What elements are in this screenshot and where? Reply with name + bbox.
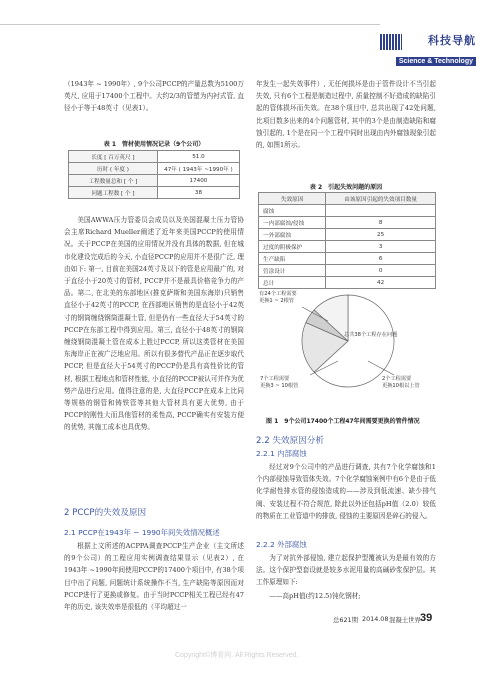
- section-heading-2-2-2: 2.2.2 外部腐蚀: [256, 540, 307, 549]
- pie-label-top-left: 有24个工程需要 更换1 ~ 2根管: [259, 291, 297, 304]
- brand-title: 科技导航: [428, 34, 476, 47]
- table1-caption: 表 1 管材使用情况记录（9个公司）: [103, 141, 205, 148]
- table-row: 一内部腐蚀/侵蚀 8: [259, 217, 436, 229]
- right-body-paragraph-2: 经过对9个公司中的产品进行调查, 共有7个化学腐蚀和1个内部侵蚀导致管体失效。7个化学腐蚀案例中有6个是由于低化学耐性排水管的侵蚀造成的——涉及到低流速、缺少排气阀、安装过程不符合规范, 除此以外还包括pH值（2.0）较低的物质在工业管道中的排放, 侵蚀的主要原因是碎石的侵入。: [256, 463, 436, 520]
- table-header-row: 失效原因 由该原因引起的失效项目数量: [259, 193, 436, 205]
- footer-date: 2014.08: [362, 615, 389, 623]
- left-body-paragraph-2: 根据上文所述的ACPPA调查PCCP生产企业（主文所述的9个公司）的工程应用实例调查结果显示（见表2）, 在1943年 ~1990年间使用PCCP的17400个项目中, 有38个项目中出了问题, 问题统计系统操作不当, 生产缺陷等原因而对PCCP进行了更换或修复。由于当时PCCP相关工程已经有47年的历史, 该失效率是很低的（平均超过一: [64, 542, 244, 612]
- table-row: 总计 42: [259, 277, 436, 289]
- page-number: 39: [420, 612, 433, 624]
- table-row: 腐蚀: [259, 205, 436, 217]
- brand-stripes-icon: [380, 34, 402, 50]
- table-row: 管涂设计 0: [259, 265, 436, 277]
- right-body-paragraph-4: ——高pH值(约12.5)钝化钢材;: [269, 592, 361, 600]
- brand-logo: [380, 32, 476, 67]
- footer-issue: 总621期: [333, 616, 358, 624]
- right-body-paragraph-1: 年发生一起失效事件）, 无任何损坏是由于管件设计不当引起失效, 只有6个工程是制造过程中, 质量控制不好造成的缺陷引起的管体损坏而失效。在38个项目中, 总共出现了42处问题, 比项目数多出来的4个问题管材, 其中的3个是由制造缺陷和腐蚀引起的, 1个是在同一个工程中同时出现由内外腐蚀现象引起的, 如图1所示。: [256, 80, 436, 150]
- table1: [68, 150, 240, 199]
- table-row: 问题工程数 [ 个 ] 38: [69, 187, 240, 199]
- table-row: 过度的阴极保护 3: [259, 241, 436, 253]
- section-heading-2-1: 2.1 PCCP在1943年 ~ 1990年间失效情况概述: [64, 528, 220, 537]
- footer-journal: 混凝土世界: [389, 616, 421, 624]
- section-heading-2: 2 PCCP的失效及原因: [64, 508, 147, 518]
- brand-subtitle: Science & Technology: [396, 57, 476, 66]
- table-row: 生产缺陷 6: [259, 253, 436, 265]
- left-body-paragraph-1: 美国AWWA压力管委员会成员以及美国混凝土压力管协会主席Richard Mueller阐述了近年来美国PCCP的使用情况。关于PCCP在美国的应用情况并没有具体的数据, 但在城市化建设完成后的今天, 小直径PCCP的应用并不是很广泛, 理由如下: 第一, 目前在美国24英寸及以下的管是应用最广的, 对于直径小于20英寸的管材, PCCP并不是最具价格竞争力的产品。第二, 在北美的东部地区(推克萨斯和美国东海岸)只销售直径小于42英寸的PCCP, 在西部地区销售的是直径小于42英寸的钢筒缠绕钢筒混凝土管, 但是仍有一些直径大于54英寸的PCCP在东部工程中得到应用。第三, 直径小于48英寸的钢筒缠绕钢筒混凝土管在成本上胜过PCCP, 所以这类管材在美国东海岸正在被广泛地应用。所以有很多替代产品正在逐步取代PCCP, 但是直径大于54英寸的PCCP仍是具有高性价比的管材, 根据工程地点和管材性能, 小直径的PCCP被认可并作为优势产品进行应用。值得注意的是, 大直径PCCP在成本上比同等规格的钢管和铸铁管等其他大管材具有更大优势, 由于PCCP的刚性大而具他管材的柔性高, PCCP确实有安装方便的优势, 其施工成本也具优势。: [64, 216, 244, 432]
- table-row: 长度 [ 百万英尺 ] 51.0: [69, 151, 240, 163]
- copyright-watermark: Copyright©博看网. All Rights Reserved.: [175, 652, 299, 659]
- pie-label-center: 总共38个工程存在问题: [344, 332, 398, 338]
- table-row: 历时 ( 年度 ) 47年 ( 1943年 ~1990年 ): [69, 163, 240, 175]
- figure1-caption: 图 1 9个公司17400个工程47年间需要更换的管件情况: [266, 418, 420, 425]
- pie-label-bottom-left: 7个工程需要 更换3 ~ 10根管: [260, 376, 299, 389]
- header-rule: [0, 24, 380, 25]
- section-heading-2-2-1: 2.2.1 内部腐蚀: [256, 449, 307, 458]
- right-body-paragraph-3: 为了对抗外部侵蚀, 建立起保护型覆被认为是最有效的方法。这个保护型套设就是较多水泥用量的高碱砂浆保护层。其工作原理如下:: [256, 554, 436, 587]
- left-intro-paragraph: （1943年 ~ 1990年）, 9个公司PCCP的产量总数为5100万英尺, 应用于17400个工程中。大约2/3的管塑为内衬式管, 直径小于等于48英寸（见表1）。: [64, 80, 244, 113]
- table2: [258, 192, 436, 289]
- table2-caption: 表 2 引起失效问题的原因: [309, 184, 383, 191]
- table-row: 一外部腐蚀 25: [259, 229, 436, 241]
- table-row: 工程数量总和 [ 个 ] 17400: [69, 175, 240, 187]
- section-heading-2-2: 2.2 失效原因分析: [256, 436, 324, 446]
- pie-label-bottom-right: 2个工程需要 更换10根以上管: [382, 376, 420, 389]
